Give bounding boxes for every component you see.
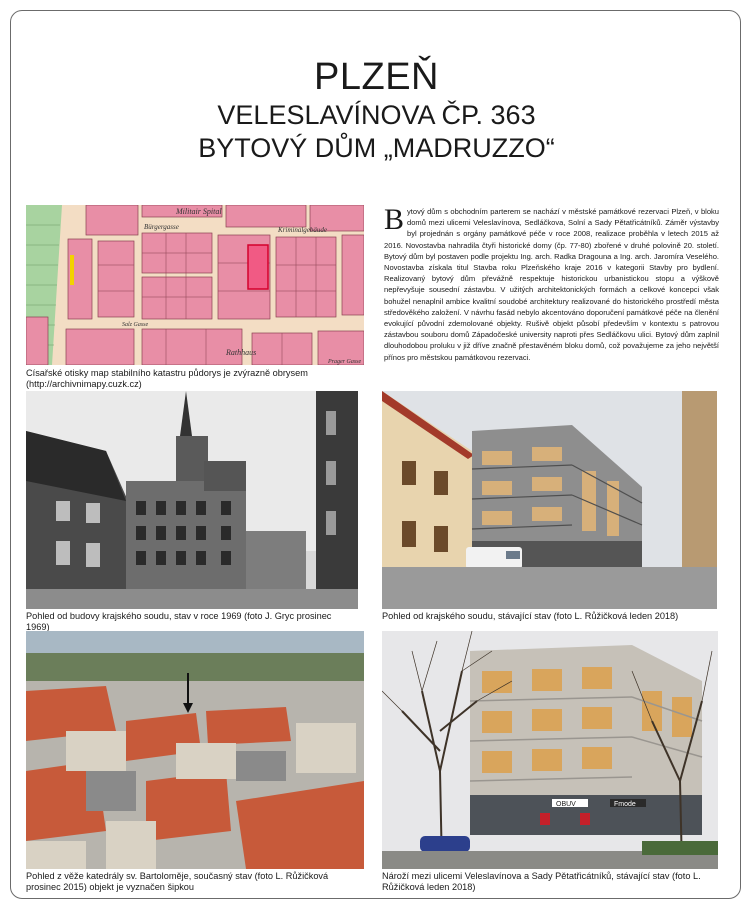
aerial-photo-caption: Pohled z věže katedrály sv. Bartoloměje, současný stav (foto L. Růžičková prosinec 2015) objekt je vyznačen šipkou [26,871,329,892]
cadastral-map-drawing [26,205,364,365]
article-dropcap: B [384,203,405,236]
page-title-address: VELESLAVÍNOVA ČP. 363 [217,100,536,130]
shop-sign-obuv: OBUV [556,801,576,808]
historic-photo-caption: Pohled od budovy krajského soudu, stav v roce 1969 (foto J. Gryc prosinec 1969) [26,611,332,632]
corner-photo-drawing [382,631,718,869]
shop-sign-fmode: Fmode [614,801,636,808]
map-caption: Císařské otisky map stabilního katastru půdorys je zvýrazně obrysem (http://archivnimapy.cuzk.cz) [26,368,308,389]
aerial-photo-drawing [26,631,364,869]
svg-text:Militair Spital: Militair Spital [176,207,222,216]
article-body: ytový dům s obchodním parterem se nachází v městské památkové rezervaci Plzeň, v bloku domů mezi ulicemi Veleslavínova, Sedláčkova, Solní a Sady Pětatřicátníků. Záměr výstavby byl projednán s orgány památkové péče v roce 2008, realizace proběhla v letech 2015 až 2016. Novostavba nahradila čtyři historické domy (čp. 77-80) zbořené v druhé polovině 20. století. Bytový dům byl postaven podle projektu Ing. arch. Radka Dragouna a Ing. arch. Jaromíra Veselého. Novostavba získala titul Stavba roku Plzeňského kraje 2016 v kategorii Stavby pro bydlení. Realizovaný bytový dům převážně respektuje historickou urbanistickou stopu a výškově nepřevyšuje sousední zástavbu. V užitých architektonických formách a celkové koncepci však bohužel nenaplnil ambice kvalitní soudobé architektury realizované do historického prostředí města středověkého založení. V návrhu fasád nebylo akcentováno doporučení památkové péče na členění evokující původní zdemolované objekty. Rušivě objekt působí především v kontextu s patrovou zástavbou souboru domů Západočeské university naproti přes Sedláčkovu ulici. Bytový dům zaplnil dlouhodobou proluku v již dříve značně přestavěném bloku domů, což považujeme za jeho největší přínos pro městskou památkovou rezervaci. [384,207,719,362]
svg-text:Bürgergasse: Bürgergasse [144,223,179,231]
svg-text:Rathhaus: Rathhaus [226,348,257,357]
current-view-caption: Pohled od krajského soudu, stávající stav (foto L. Růžičková leden 2018) [382,611,679,621]
historic-photo-drawing [26,391,358,609]
historic-photo-1969 [26,391,358,609]
corner-photo-caption: Nároží mezi ulicemi Veleslavínova a Sady Pětatřicátníků, stávající stav (foto L. Růžičková leden 2018) [382,871,701,892]
current-view-photo [382,391,717,609]
page-title-city: PLZEŇ [314,56,439,98]
aerial-photo [26,631,364,869]
svg-text:Salz Gasse: Salz Gasse [122,322,149,328]
svg-text:Kriminalgebäude: Kriminalgebäude [278,226,327,234]
current-view-drawing [382,391,717,609]
article-text [384,203,719,363]
svg-text:Prager Gasse: Prager Gasse [328,359,362,365]
page-title-building: BYTOVÝ DŮM „MADRUZZO“ [198,133,555,163]
cadastral-map-image [26,205,364,365]
corner-photo [382,631,718,869]
